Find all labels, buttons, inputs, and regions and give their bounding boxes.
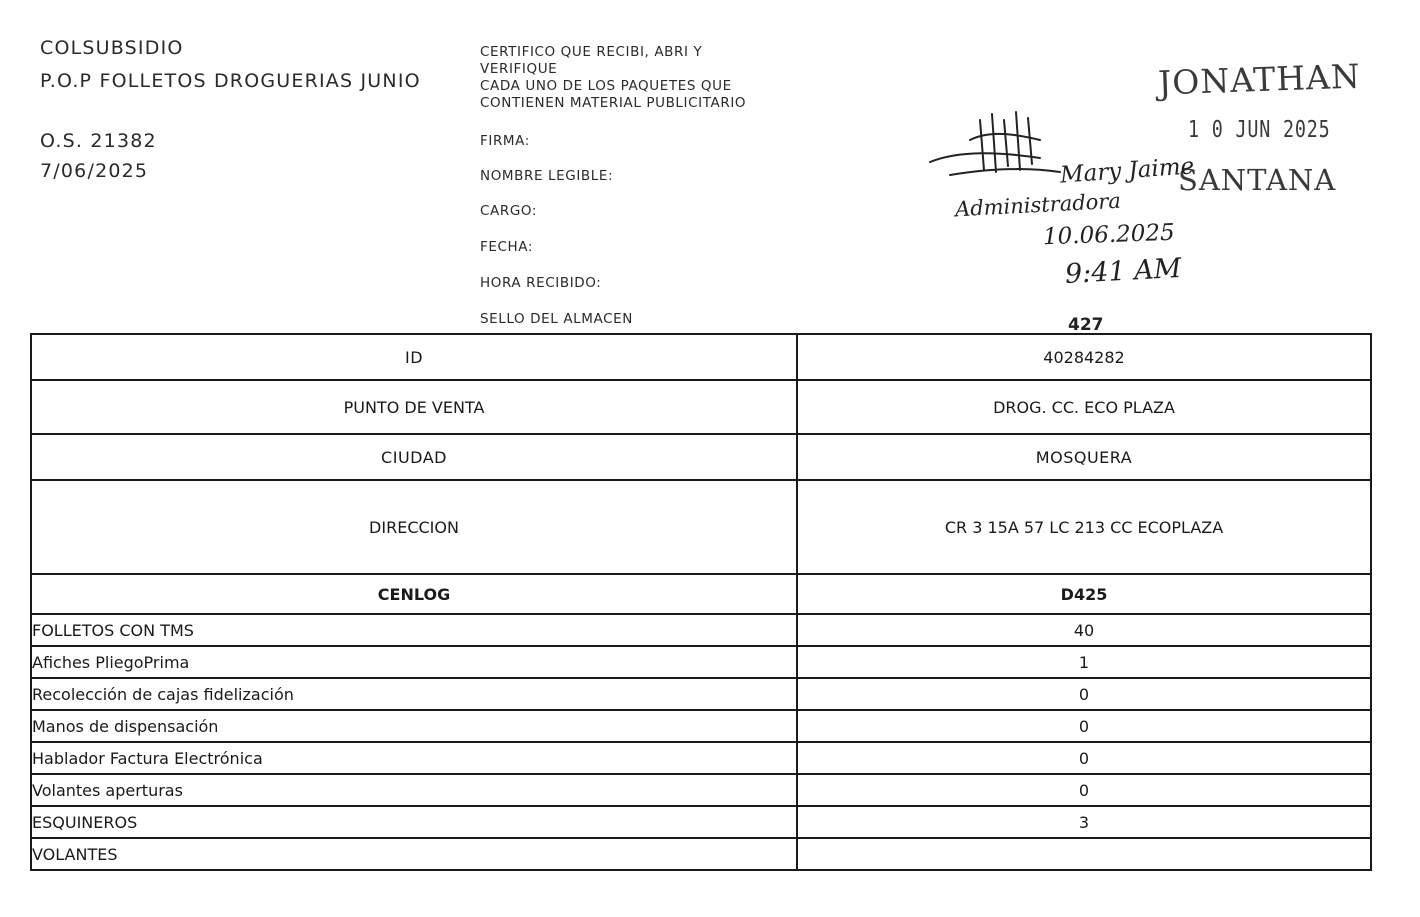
handwritten-name: Mary Jaime: [1059, 153, 1196, 189]
company-name: COLSUBSIDIO: [40, 37, 184, 59]
cenlog-label: CENLOG: [31, 574, 797, 614]
signature-field-label: FIRMA:: [480, 133, 530, 149]
item-quantity: 40: [797, 614, 1371, 646]
certification-line: CONTIENEN MATERIAL PUBLICITARIO: [480, 95, 747, 111]
stamp-surname: SANTANA: [1178, 163, 1337, 197]
stamp-name: JONATHAN: [1157, 56, 1362, 103]
certification-line: VERIFIQUE: [480, 61, 558, 77]
item-label: Hablador Factura Electrónica: [31, 742, 797, 774]
time-received-field-label: HORA RECIBIDO:: [480, 275, 602, 291]
item-quantity: 3: [797, 806, 1371, 838]
table-row: [31, 838, 1371, 870]
document-date: 7/06/2025: [40, 160, 149, 182]
name-field-label: NOMBRE LEGIBLE:: [480, 168, 614, 184]
table-row: [31, 434, 1371, 480]
item-label: VOLANTES: [31, 838, 797, 870]
certification-line: CADA UNO DE LOS PAQUETES QUE: [480, 78, 732, 94]
table-row: [31, 806, 1371, 838]
handwritten-date: 10.06.2025: [1042, 219, 1176, 251]
stamp-date: 1 0 JUN 2025: [1188, 117, 1331, 143]
point-of-sale-label: PUNTO DE VENTA: [31, 380, 797, 434]
delivery-table: [30, 333, 1372, 871]
table-row: [31, 614, 1371, 646]
item-quantity: 1: [797, 646, 1371, 678]
certification-statement: [480, 44, 746, 112]
item-quantity: 0: [797, 710, 1371, 742]
city-value: MOSQUERA: [797, 434, 1371, 480]
item-label: ESQUINEROS: [31, 806, 797, 838]
table-row: [31, 646, 1371, 678]
table-row: [31, 774, 1371, 806]
item-label: Afiches PliegoPrima: [31, 646, 797, 678]
table-row: [31, 380, 1371, 434]
handwritten-position: Administradora: [954, 188, 1122, 222]
id-value: 40284282: [797, 334, 1371, 380]
id-label: ID: [31, 334, 797, 380]
item-quantity: 0: [797, 678, 1371, 710]
table-row: [31, 334, 1371, 380]
table-row: [31, 678, 1371, 710]
item-quantity: [797, 838, 1371, 870]
campaign-title: P.O.P FOLLETOS DROGUERIAS JUNIO: [40, 70, 421, 92]
position-field-label: CARGO:: [480, 203, 538, 219]
order-number: O.S. 21382: [40, 130, 157, 152]
city-label: CIUDAD: [31, 434, 797, 480]
date-field-label: FECHA:: [480, 239, 534, 255]
table-row: [31, 710, 1371, 742]
item-quantity: 0: [797, 742, 1371, 774]
table-row: [31, 480, 1371, 574]
handwritten-signature: [920, 100, 1070, 200]
item-label: Manos de dispensación: [31, 710, 797, 742]
item-label: FOLLETOS CON TMS: [31, 614, 797, 646]
cenlog-value: D425: [797, 574, 1371, 614]
address-label: DIRECCION: [31, 480, 797, 574]
item-quantity: 0: [797, 774, 1371, 806]
item-label: Recolección de cajas fidelización: [31, 678, 797, 710]
stamp-number: 427: [1068, 315, 1104, 335]
table-row: [31, 574, 1371, 614]
point-of-sale-value: DROG. CC. ECO PLAZA: [797, 380, 1371, 434]
certification-line: CERTIFICO QUE RECIBI, ABRI Y: [480, 44, 703, 60]
handwritten-time: 9:41 AM: [1064, 252, 1183, 291]
address-value: CR 3 15A 57 LC 213 CC ECOPLAZA: [797, 480, 1371, 574]
table-row: [31, 742, 1371, 774]
store-seal-field-label: SELLO DEL ALMACEN: [480, 311, 633, 327]
item-label: Volantes aperturas: [31, 774, 797, 806]
